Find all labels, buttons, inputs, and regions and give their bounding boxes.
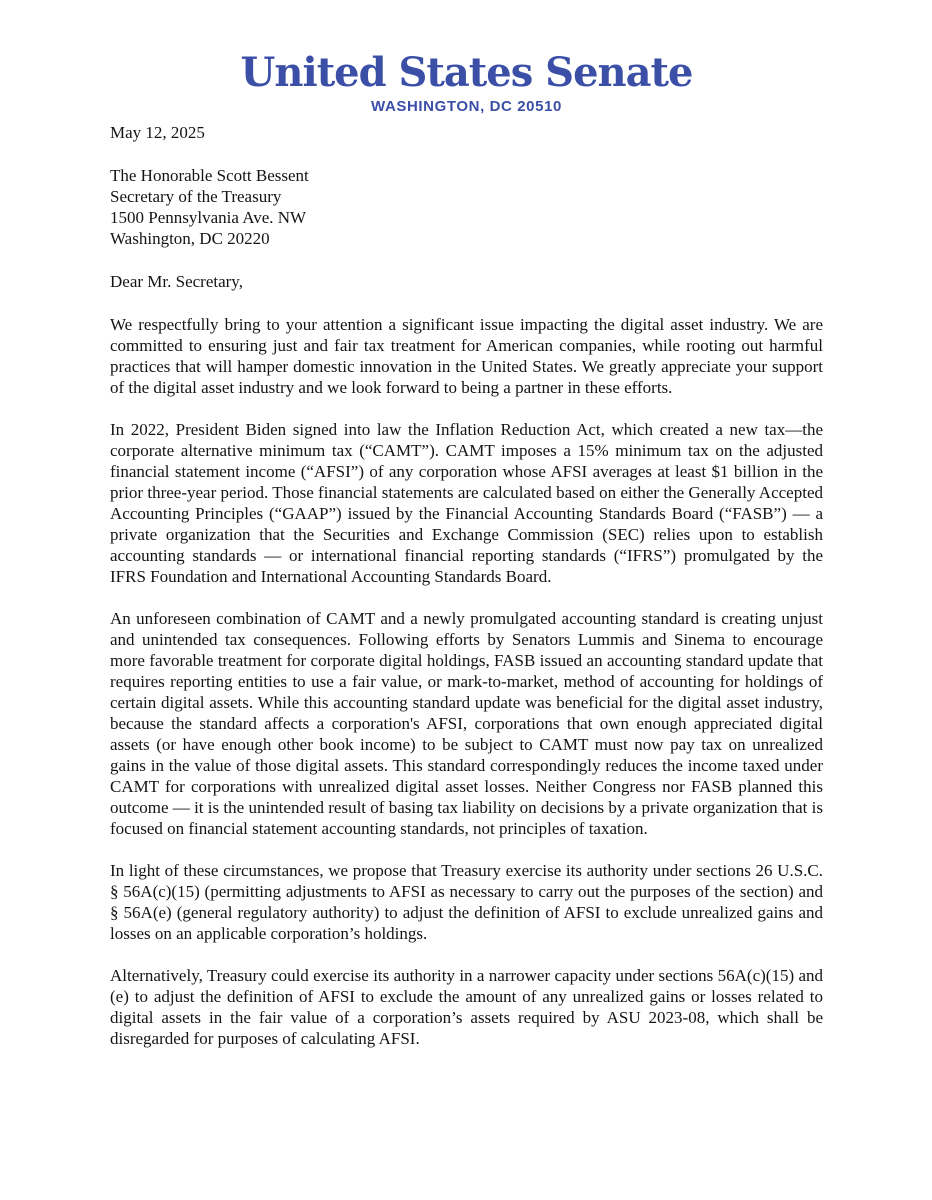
letter-body <box>110 314 823 1049</box>
letterhead-subtitle: WASHINGTON, DC 20510 <box>371 98 562 115</box>
recipient-name: The Honorable Scott Bessent <box>110 166 309 185</box>
recipient-city: Washington, DC 20220 <box>110 229 270 248</box>
body-paragraph-2: In 2022, President Biden signed into law the Inflation Reduction Act, which created a new tax—the corporate alternative minimum tax (“CAMT”). CAMT imposes a 15% minimum tax on the adjusted financial statement income (“AFSI”) of any corporation whose AFSI averages at least $1 billion in the prior three-year period. Those financial statements are calculated based on either the Generally Accepted Accounting Principles (“GAAP”) issued by the Financial Accounting Standards Board (“FASB”) — a private organization that the Securities and Exchange Commission (SEC) relies upon to establish accounting standards — or international financial reporting standards (“IFRS”) promulgated by the IFRS Foundation and International Accounting Standards Board. <box>110 420 823 586</box>
body-paragraph-4: In light of these circumstances, we propose that Treasury exercise its authority under sections 26 U.S.C. § 56A(c)(15) (permitting adjustments to AFSI as necessary to carry out the purposes of the section) and § 56A(e) (general regulatory authority) to adjust the definition of AFSI to exclude unrealized gains and losses on an applicable corporation’s holdings. <box>110 861 823 943</box>
recipient-block <box>110 165 823 249</box>
body-paragraph-3: An unforeseen combination of CAMT and a newly promulgated accounting standard is creating unjust and unintended tax consequences. Following efforts by Senators Lummis and Sinema to encourage more favorable treatment for corporate digital holdings, FASB issued an accounting standard update that requires reporting entities to use a fair value, or mark-to-market, method of accounting for holdings of certain digital assets. While this accounting standard update was beneficial for the digital asset industry, because the standard affects a corporation's AFSI, corporations that own enough appreciated digital assets (or have enough other book income) to be subject to CAMT must now pay tax on unrealized gains in the value of those digital assets. This standard correspondingly reduces the income taxed under CAMT for corporations with unrealized digital asset losses. Neither Congress nor FASB planned this outcome — it is the unintended result of basing tax liability on decisions by a private organization that is focused on financial statement accounting standards, not principles of taxation. <box>110 609 823 838</box>
recipient-street: 1500 Pennsylvania Ave. NW <box>110 208 307 227</box>
body-paragraph-5: Alternatively, Treasury could exercise its authority in a narrower capacity under sections 56A(c)(15) and (e) to adjust the definition of AFSI to exclude the amount of any unrealized gains or losses related to digital assets in the fair value of a corporation’s assets required by ASU 2023-08, which shall be disregarded for purposes of calculating AFSI. <box>110 966 823 1048</box>
letter-date: May 12, 2025 <box>110 123 205 142</box>
salutation: Dear Mr. Secretary, <box>110 272 243 291</box>
body-paragraph-1: We respectfully bring to your attention a significant issue impacting the digital asset industry. We are committed to ensuring just and fair tax treatment for American companies, while rooting out harmful practices that will hamper domestic innovation in the United States. We greatly appreciate your support of the digital asset industry and we look forward to being a partner in these efforts. <box>110 315 823 397</box>
letterhead <box>110 50 823 116</box>
letterhead-title: United States Senate <box>240 49 693 96</box>
recipient-title: Secretary of the Treasury <box>110 187 282 206</box>
